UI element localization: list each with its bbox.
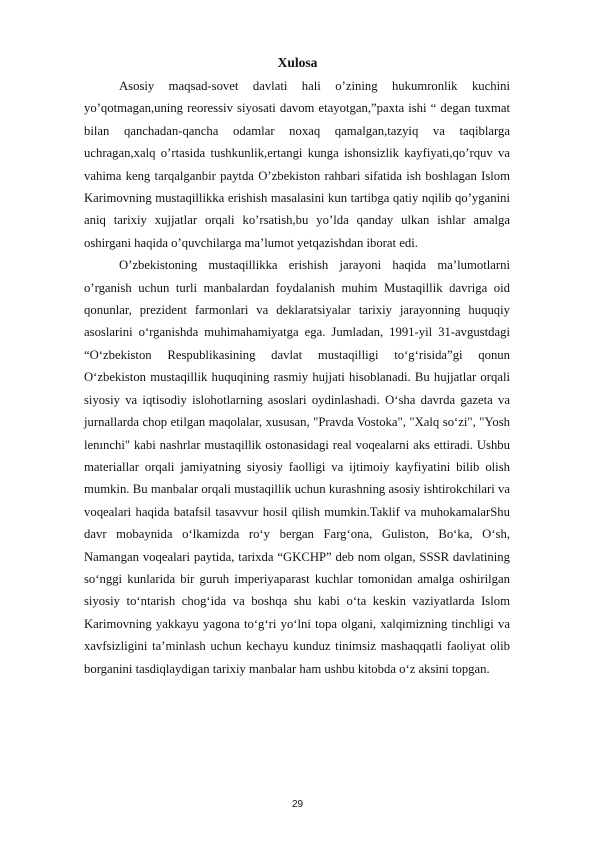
- document-body: [84, 75, 510, 680]
- paragraph-1: Asosiy maqsad-sovet davlati hali o’zining hukumronlik kuchini yo’qotmagan,uning reoressiv siyosati davom etayotgan,”paxta ishi “ degan tuxmat bilan qanchadan-qancha odamlar noxaq qamalgan,tazyiq va taqiblarga uchragan,xalq o’rtasida tushkunlik,ertangi kunga ishonsizlik kayfiyati,qo’rquv va vahima keng tarqalganbir paytda O’zbekiston rahbari sifatida ish boshlagan Islom Karimovning mustaqillikka erishish masalasini kun tartibga qatiy nqilib qo’yganini aniq tarixiy xujjatlar orqali ko’rsatish,bu yo’lda qanday ulkan ishlar amalga oshirgani haqida o’quvchilarga ma’lumot yetqazishdan iborat edi.: [84, 79, 510, 250]
- page-number: 29: [291, 799, 304, 810]
- paragraph-2: O’zbekistoning mustaqillikka erishish jarayoni haqida ma’lumotlarni o’rganish uchun turli manbalardan foydalanish muhim Mustaqillik davriga oid qonunlar, prezident farmonlari va deklaratsiyalar tarixiy jarayonning huquqiy asoslarini o‘rganishda muhimahamiyatga ega. Jumladan, 1991-yil 31-avgustdagi “O‘zbekiston Respublikasining davlat mustaqilligi to‘g‘risida”gi qonun O‘zbekiston mustaqillik huquqining rasmiy hujjati hisoblanadi. Bu hujjatlar orqali siyosiy va iqtisodiy islohotlarning asoslari oydinlashadi. O‘sha davrda gazeta va jurnallarda chop etilgan maqolalar, xususan, "Pravda Vostoka", "Xalq so‘zi", "Yosh lenınchi" kabi nashrlar mustaqillik ostonasidagi real voqealarni aks ettiradi. Ushbu materiallar orqali jamiyatning siyosiy faolligi va ijtimoiy kayfiyatini bilib olish mumkin. Bu manbalar orqali mustaqillik uchun kurashning asosiy ishtirokchilari va voqealari haqida batafsil tasavvur hosil qilish mumkin.Taklif va muhokamalarShu davr mobaynida o‘lkamizda ro‘y bergan Farg‘ona, Guliston, Bo‘ka, O‘sh, Namangan voqealari paytida, tarixda “GKCHP” deb nom olgan, SSSR davlatining so‘nggi kunlarida bir guruh imperiyaparast kuchlar tomonidan amalga oshirilgan siyosiy to‘ntarish chog‘ida va boshqa shu kabi o‘ta keskin vaziyatlarda Islom Karimovning yakkayu yagona to‘g‘ri yo‘lni topa olgani, xalqimizning tinchligi va xavfsizligini ta’minlash uchun kechayu kunduz tinimsiz mashaqqatli faoliyat olib borganini tasdiqlaydigan tarixiy manbalar ham ushbu kitobda o‘z aksini topgan.: [84, 258, 510, 676]
- page-title: Xulosa: [277, 55, 318, 70]
